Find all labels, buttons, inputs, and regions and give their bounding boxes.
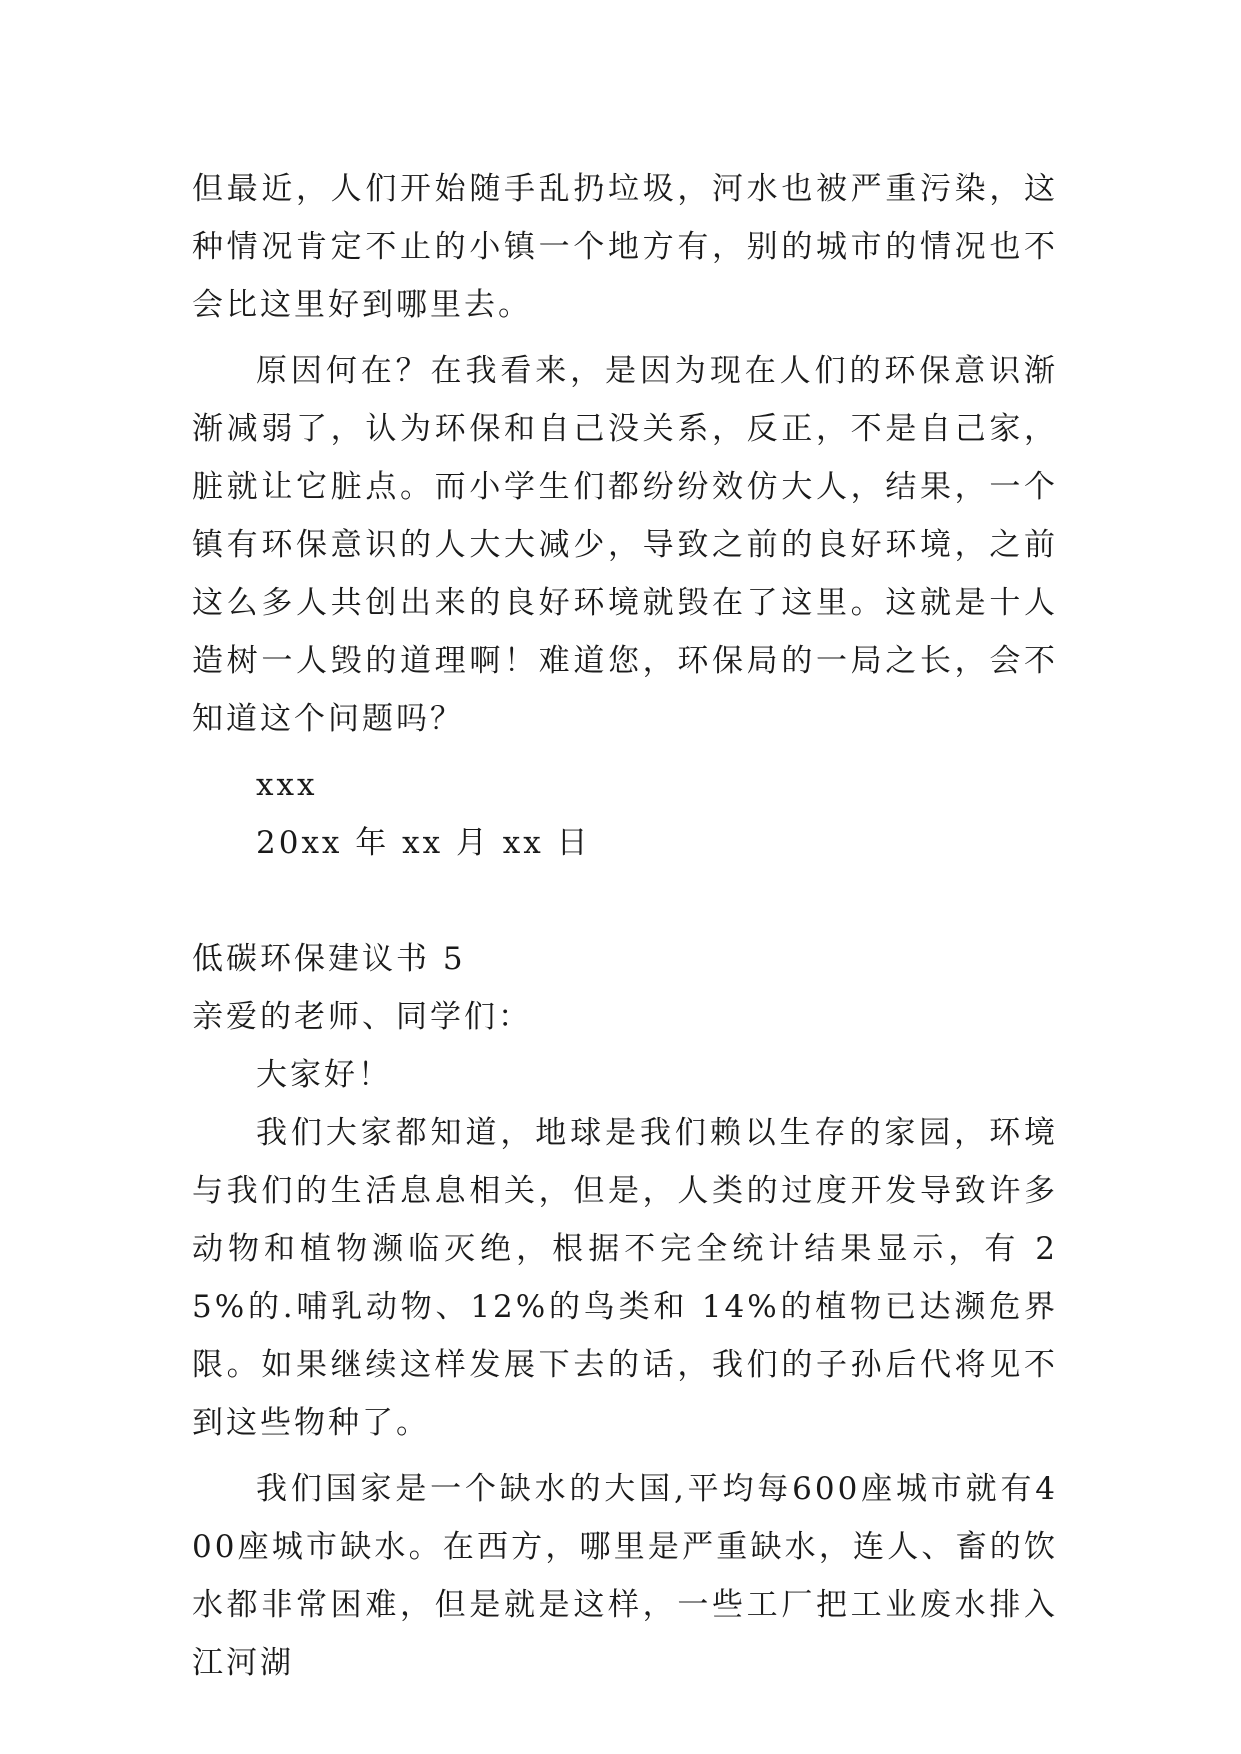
paragraph-2: 原因何在？在我看来，是因为现在人们的环保意识渐渐减弱了，认为环保和自己没关系，反正，不是自己家，脏就让它脏点。而小学生们都纷纷效仿大人，结果，一个镇有环保意识的人大大减少，导致之前的良好环境，之前这么多人共创出来的良好环境就毁在了这里。这就是十人造树一人毁的道理啊！难道您，环保局的一局之长，会不知道这个问题吗？ <box>192 353 1058 737</box>
greeting: 大家好！ <box>256 1057 392 1093</box>
document-page <box>192 160 1058 1692</box>
paragraph-1: 但最近，人们开始随手乱扔垃圾，河水也被严重污染，这种情况肯定不止的小镇一个地方有，别的城市的情况也不会比这里好到哪里去。 <box>192 171 1058 323</box>
date-line: 20xx 年 xx 月 xx 日 <box>256 825 591 861</box>
salutation: 亲爱的老师、同学们： <box>192 999 532 1035</box>
paragraph-3: 我们大家都知道，地球是我们赖以生存的家园，环境与我们的生活息息相关，但是，人类的过度开发导致许多动物和植物濒临灭绝，根据不完全统计结果显示，有 25%的.哺乳动物、12%的鸟类和 14%的植物已达濒危界限。如果继续这样发展下去的话，我们的子孙后代将见不到这些物种了。 <box>192 1115 1058 1441</box>
signature: xxx <box>256 767 318 803</box>
paragraph-4: 我们国家是一个缺水的大国,平均每600座城市就有400座城市缺水。在西方，哪里是严重缺水，连人、畜的饮水都非常困难，但是就是这样，一些工厂把工业废水排入江河湖 <box>192 1471 1058 1681</box>
section-title: 低碳环保建议书 5 <box>192 941 466 977</box>
